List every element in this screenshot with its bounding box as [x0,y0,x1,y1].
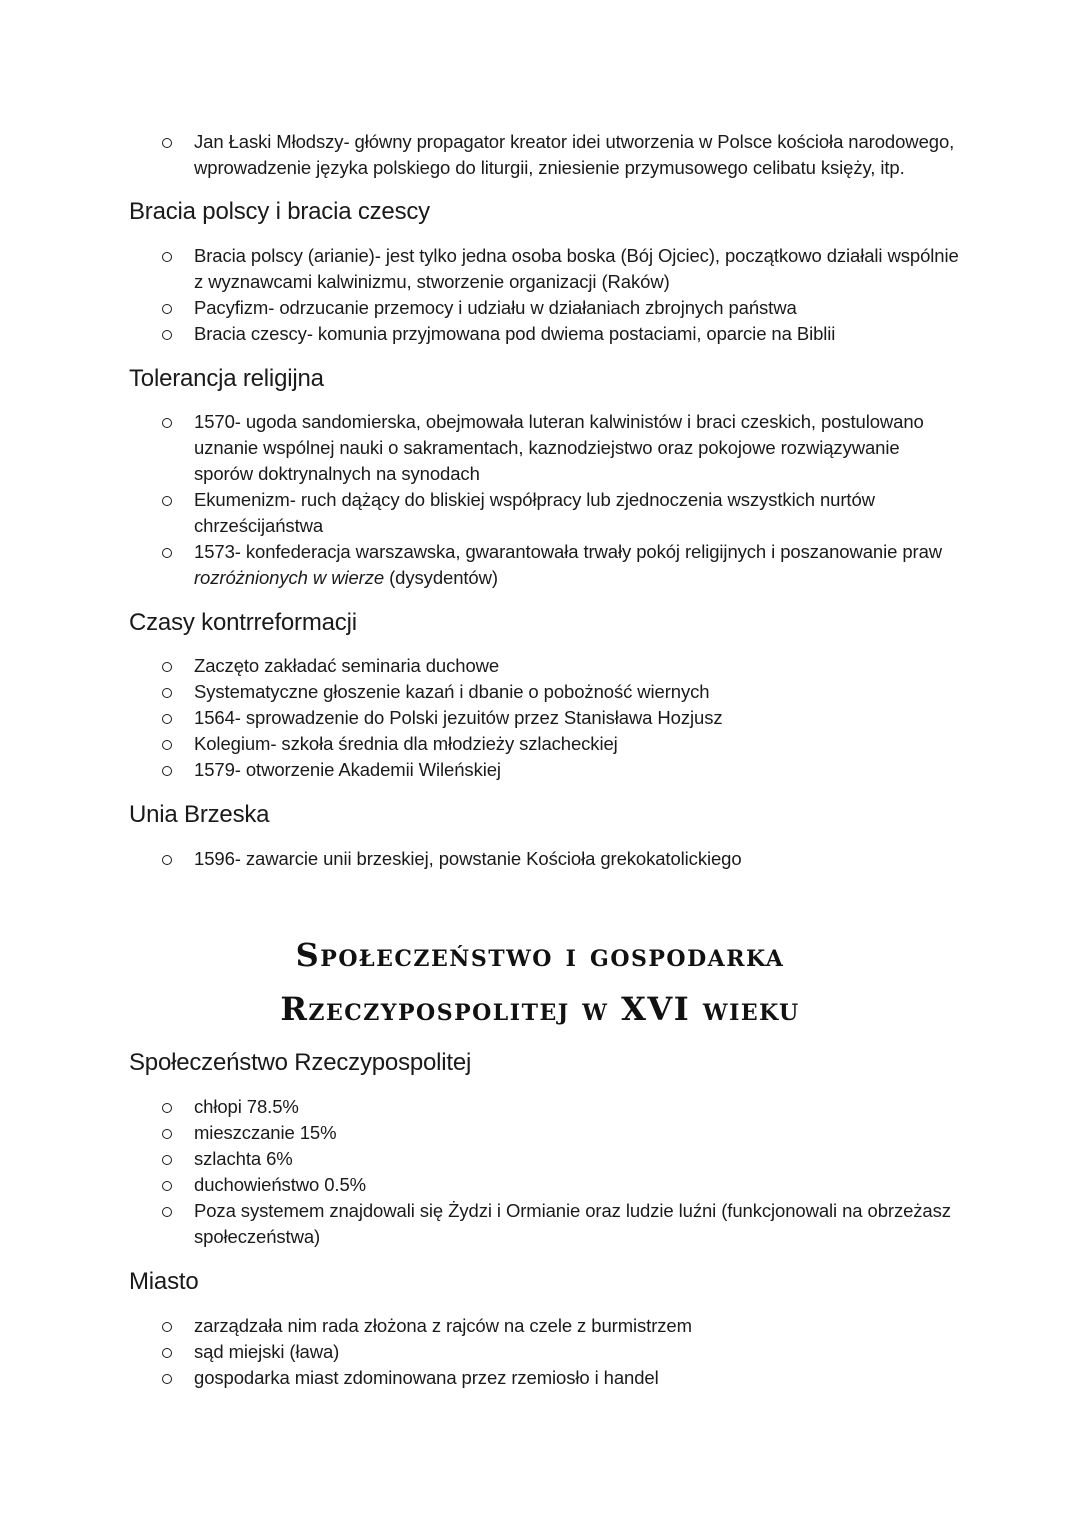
list-item-text: zarządzała nim rada złożona z rajców na czele z burmistrzem [194,1315,692,1336]
section-heading-miasto: Miasto [129,1268,199,1295]
list-item-text: Ekumenizm- ruch dążący do bliskiej współpracy lub zjednoczenia wszystkich nurtów chrześcijaństwa [194,489,875,536]
list-item-text: mieszczanie 15% [194,1122,337,1143]
circle-bullet-icon [162,1129,172,1139]
list-item-text: szlachta 6% [194,1148,293,1169]
list-item-text: Pacyfizm- odrzucanie przemocy i udziału w działaniach zbrojnych państwa [194,297,797,318]
list-item [0,1146,1080,1172]
circle-bullet-icon [162,1103,172,1113]
list-item-text: duchowieństwo 0.5% [194,1174,366,1195]
section-heading-tolerancja: Tolerancja religijna [129,365,324,392]
section-heading-unia: Unia Brzeska [129,801,270,828]
circle-bullet-icon [162,740,172,750]
circle-bullet-icon [162,1155,172,1165]
circle-bullet-icon [162,855,172,865]
spoleczenstwo-list [0,1094,1080,1250]
circle-bullet-icon [162,418,172,428]
list-item [0,653,1080,679]
list-item [0,1339,1080,1365]
list-item-text: Jan Łaski Młodszy- główny propagator kreator idei utworzenia w Polsce kościoła narodowego, wprowadzenie języka polskiego do liturgii, zniesienie przymusowego celibatu księży, itp. [194,131,955,178]
section-heading-spoleczenstwo: Społeczeństwo Rzeczypospolitej [129,1049,472,1076]
list-item [0,757,1080,783]
circle-bullet-icon [162,662,172,672]
list-item-text: 1570- ugoda sandomierska, obejmowała luteran kalwinistów i braci czeskich, postulowano uznanie wspólnej nauki o sakramentach, kaznodziejstwo oraz pokojowe rozwiązywanie sporów doktrynalnych na synodach [194,411,924,484]
list-item [0,243,1080,295]
list-item [0,1365,1080,1391]
list-item [0,1172,1080,1198]
list-item-text: sąd miejski (ława) [194,1341,340,1362]
unia-list [0,846,1080,872]
circle-bullet-icon [162,1374,172,1384]
circle-bullet-icon [162,496,172,506]
list-item [0,679,1080,705]
tolerancja-list [0,409,1080,591]
circle-bullet-icon [162,138,172,148]
list-item-text: Bracia czescy- komunia przyjmowana pod dwiema postaciami, oparcie na Biblii [194,323,836,344]
list-item [0,539,1080,591]
list-item [0,846,1080,872]
list-item [0,1313,1080,1339]
chapter-title-line-1: Społeczeństwo i gospodarka [295,936,785,974]
list-item [0,1094,1080,1120]
list-item-text [194,541,942,588]
list-item [0,1198,1080,1250]
list-item-text: gospodarka miast zdominowana przez rzemiosło i handel [194,1367,659,1388]
circle-bullet-icon [162,252,172,262]
list-item-text: Zaczęto zakładać seminaria duchowe [194,655,500,676]
list-item [0,731,1080,757]
circle-bullet-icon [162,766,172,776]
circle-bullet-icon [162,1181,172,1191]
circle-bullet-icon [162,304,172,314]
list-item-text-suffix: (dysydentów) [384,567,498,588]
list-item [0,409,1080,487]
list-item [0,129,1080,181]
circle-bullet-icon [162,1348,172,1358]
list-item-text: 1564- sprowadzenie do Polski jezuitów przez Stanisława Hozjusz [194,707,723,728]
circle-bullet-icon [162,548,172,558]
circle-bullet-icon [162,688,172,698]
chapter-title-line-2: Rzeczypospolitej w XVI wieku [280,990,800,1028]
list-item-text-prefix: 1573- konfederacja warszawska, gwarantowała trwały pokój religijnych i poszanowanie praw [194,541,943,562]
circle-bullet-icon [162,1207,172,1217]
circle-bullet-icon [162,330,172,340]
intro-list [0,129,1080,181]
list-item [0,295,1080,321]
circle-bullet-icon [162,1322,172,1332]
list-item-text: Bracia polscy (arianie)- jest tylko jedna osoba boska (Bój Ojciec), początkowo działali wspólnie z wyznawcami kalwinizmu, stworzenie organizacji (Raków) [194,245,959,292]
chapter-title [0,928,1080,1036]
list-item-text: Systematyczne głoszenie kazań i dbanie o pobożność wiernych [194,681,710,702]
list-item-text: Poza systemem znajdowali się Żydzi i Ormianie oraz ludzie luźni (funkcjonowali na obrzeżasz społeczeństwa) [194,1200,951,1247]
list-item-text: Kolegium- szkoła średnia dla młodzieży szlacheckiej [194,733,618,754]
list-item [0,487,1080,539]
section-heading-kontrreformacja: Czasy kontrreformacji [129,609,357,636]
miasto-list [0,1313,1080,1391]
list-item-text-italic: rozróżnionych w wierze [194,567,385,588]
list-item [0,1120,1080,1146]
bracia-list [0,243,1080,347]
list-item-text: 1596- zawarcie unii brzeskiej, powstanie Kościoła grekokatolickiego [194,848,742,869]
circle-bullet-icon [162,714,172,724]
list-item [0,321,1080,347]
list-item [0,705,1080,731]
section-heading-bracia: Bracia polscy i bracia czescy [129,198,430,225]
kontrreformacja-list [0,653,1080,783]
list-item-text: chłopi 78.5% [194,1096,299,1117]
list-item-text: 1579- otworzenie Akademii Wileńskiej [194,759,501,780]
